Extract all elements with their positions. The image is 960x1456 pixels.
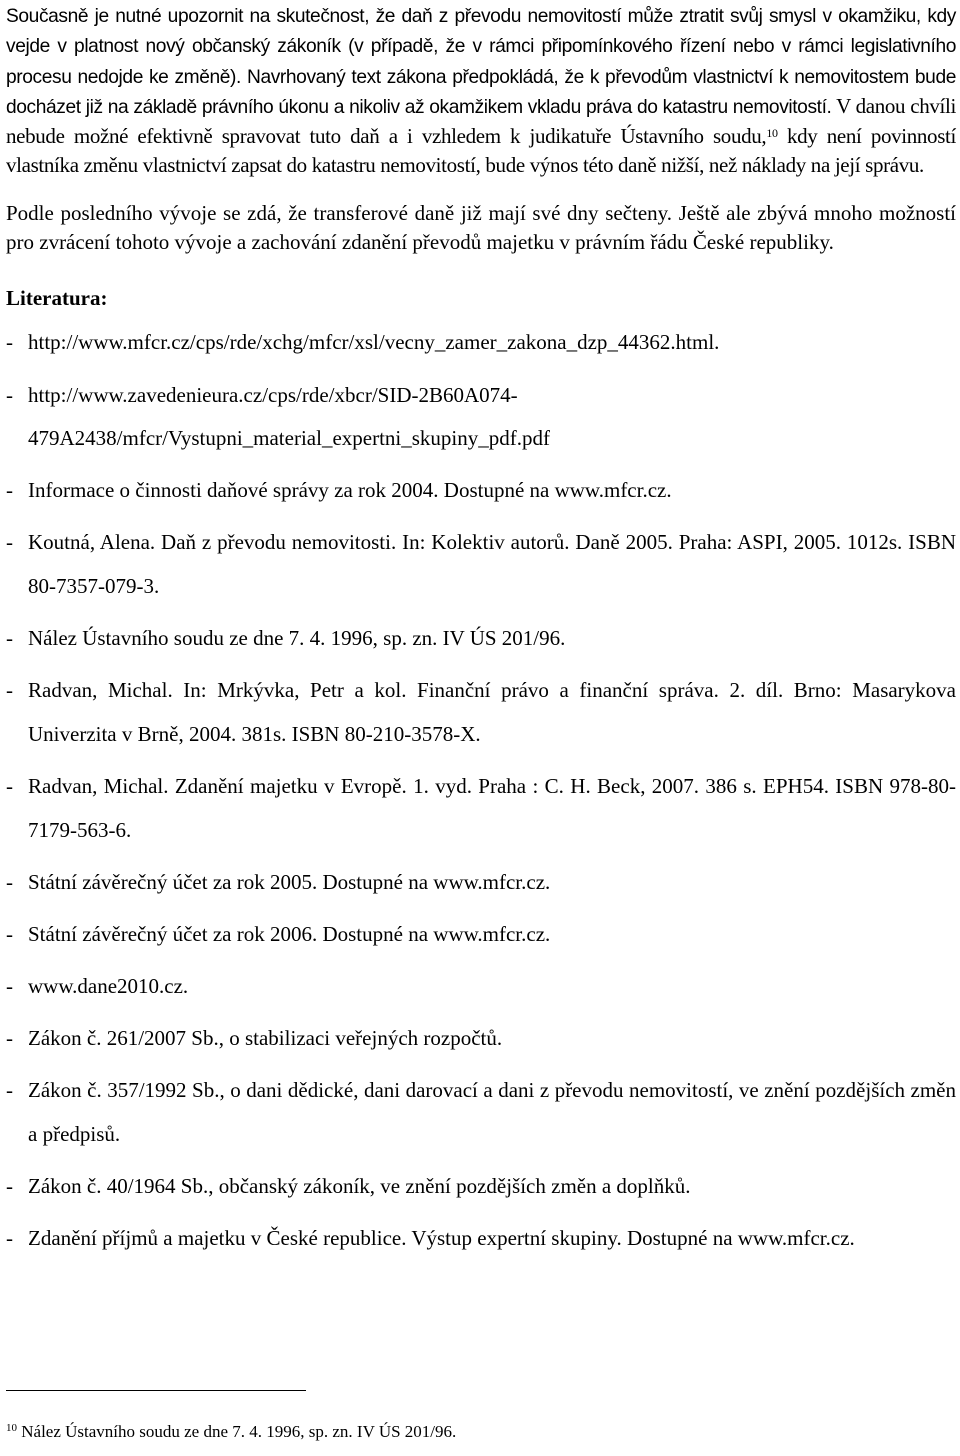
reference-text: Státní závěrečný účet za rok 2006. Dostupné na www.mfcr.cz.	[28, 921, 551, 946]
footnote-number: 10	[6, 1422, 17, 1434]
reference-item	[6, 765, 956, 852]
reference-dash: -	[6, 382, 13, 407]
paragraph-tax-transfer-note	[6, 0, 956, 181]
reference-dash: -	[6, 774, 13, 798]
paragraph-part-2: V danou chvíli nebude možné efektivně spravovat tuto daň a i vzhledem k judikatuře Ústavního soudu,	[6, 93, 956, 149]
reference-text: Radvan, Michal. Zdanění majetku v Evropě. 1. vyd. Praha : C. H. Beck, 2007. 386 s. EPH54. ISBN 978-80-7179-563-6.	[28, 774, 956, 842]
reference-item	[6, 913, 956, 957]
reference-text: Radvan, Michal. In: Mrkývka, Petr a kol. Finanční právo a finanční správa. 2. díl. Brno: Masarykova Univerzita v Brně, 2004. 381s. ISBN 80-210-3578-X.	[28, 678, 956, 746]
reference-item	[6, 1017, 956, 1061]
reference-dash: -	[6, 626, 13, 651]
reference-text: Informace o činnosti daňové správy za rok 2004. Dostupné na www.mfcr.cz.	[28, 478, 672, 503]
reference-dash: -	[6, 921, 13, 946]
reference-dash: -	[6, 1174, 13, 1199]
paragraph-transfer-taxes-outlook: Podle posledního vývoje se zdá, že transferové daně již mají své dny sečteny. Ještě ale zbývá mnoho možností pro zvrácení tohoto vývoje a zachování zdanění převodů majetku v právním řádu České republiky.	[6, 200, 956, 255]
footnote-separator	[6, 1390, 306, 1391]
reference-dash: -	[6, 1026, 13, 1051]
reference-item	[6, 669, 956, 756]
literature-heading: Literatura:	[6, 286, 108, 311]
reference-text: Státní závěrečný účet za rok 2005. Dostupné na www.mfcr.cz.	[28, 869, 551, 894]
reference-dash: -	[6, 869, 13, 894]
reference-dash: -	[6, 974, 13, 999]
reference-item	[6, 617, 956, 661]
reference-dash: -	[6, 1078, 13, 1103]
reference-text: Nález Ústavního soudu ze dne 7. 4. 1996, sp. zn. IV ÚS 201/96.	[28, 626, 566, 651]
paragraph-part-1: Současně je nutné upozornit na skutečnost, že daň z převodu nemovitostí může ztratit svůj smysl v okamžiku, kdy vejde v platnost nový občanský zákoník (v případě, že v rámci připomínkového řízení nebo v rámci legislativního procesu nedojde ke změně). Navrhovaný text zákona předpokládá, že k převodům vlastnictví k nemovitostem bude docházet již na základě právního úkonu a nikoliv až okamžikem vkladu práva do katastru nemovitostí.	[6, 6, 956, 118]
reference-dash: -	[6, 330, 13, 355]
footnote	[6, 1422, 456, 1442]
reference-item	[6, 521, 956, 608]
reference-dash: -	[6, 478, 13, 503]
reference-item	[6, 321, 956, 365]
reference-text: Zákon č. 40/1964 Sb., občanský zákoník, ve znění pozdějších změn a doplňků.	[28, 1174, 691, 1199]
reference-item	[6, 1217, 956, 1261]
reference-item	[6, 469, 956, 513]
reference-dash: -	[6, 1226, 13, 1251]
reference-list	[6, 321, 956, 1260]
paragraph-part-3: kdy není povinností vlastníka změnu vlastnictví zapsat do katastru nemovitostí, bude výnos této daně nižší, než náklady na její správu.	[6, 124, 956, 178]
reference-text[interactable]: http://www.mfcr.cz/cps/rde/xchg/mfcr/xsl/vecny_zamer_zakona_dzp_44362.html.	[28, 330, 720, 355]
reference-item	[6, 1165, 956, 1209]
footnote-reference[interactable]: 10	[766, 126, 778, 141]
reference-item	[6, 965, 956, 1009]
reference-text[interactable]: www.dane2010.cz.	[28, 974, 189, 999]
reference-item	[6, 861, 956, 905]
reference-dash: -	[6, 530, 13, 555]
reference-text[interactable]: http://www.zavedenieura.cz/cps/rde/xbcr/SID-2B60A074-479A2438/mfcr/Vystupni_material_expertni_skupiny_pdf.pdf	[28, 382, 550, 451]
reference-text: Zákon č. 357/1992 Sb., o dani dědické, dani darovací a dani z převodu nemovitostí, ve znění pozdějších změn a předpisů.	[28, 1078, 956, 1146]
reference-item	[6, 374, 956, 461]
reference-dash: -	[6, 678, 13, 703]
footnote-text: Nález Ústavního soudu ze dne 7. 4. 1996, sp. zn. IV ÚS 201/96.	[21, 1422, 457, 1441]
reference-item	[6, 1069, 956, 1156]
reference-text: Zákon č. 261/2007 Sb., o stabilizaci veřejných rozpočtů.	[28, 1026, 503, 1051]
document-page	[6, 0, 956, 1270]
reference-text: Zdanění příjmů a majetku v České republice. Výstup expertní skupiny. Dostupné na www.mfcr.cz.	[28, 1226, 855, 1251]
reference-text: Koutná, Alena. Daň z převodu nemovitosti. In: Kolektiv autorů. Daně 2005. Praha: ASPI, 2005. 1012s. ISBN 80-7357-079-3.	[28, 530, 956, 598]
